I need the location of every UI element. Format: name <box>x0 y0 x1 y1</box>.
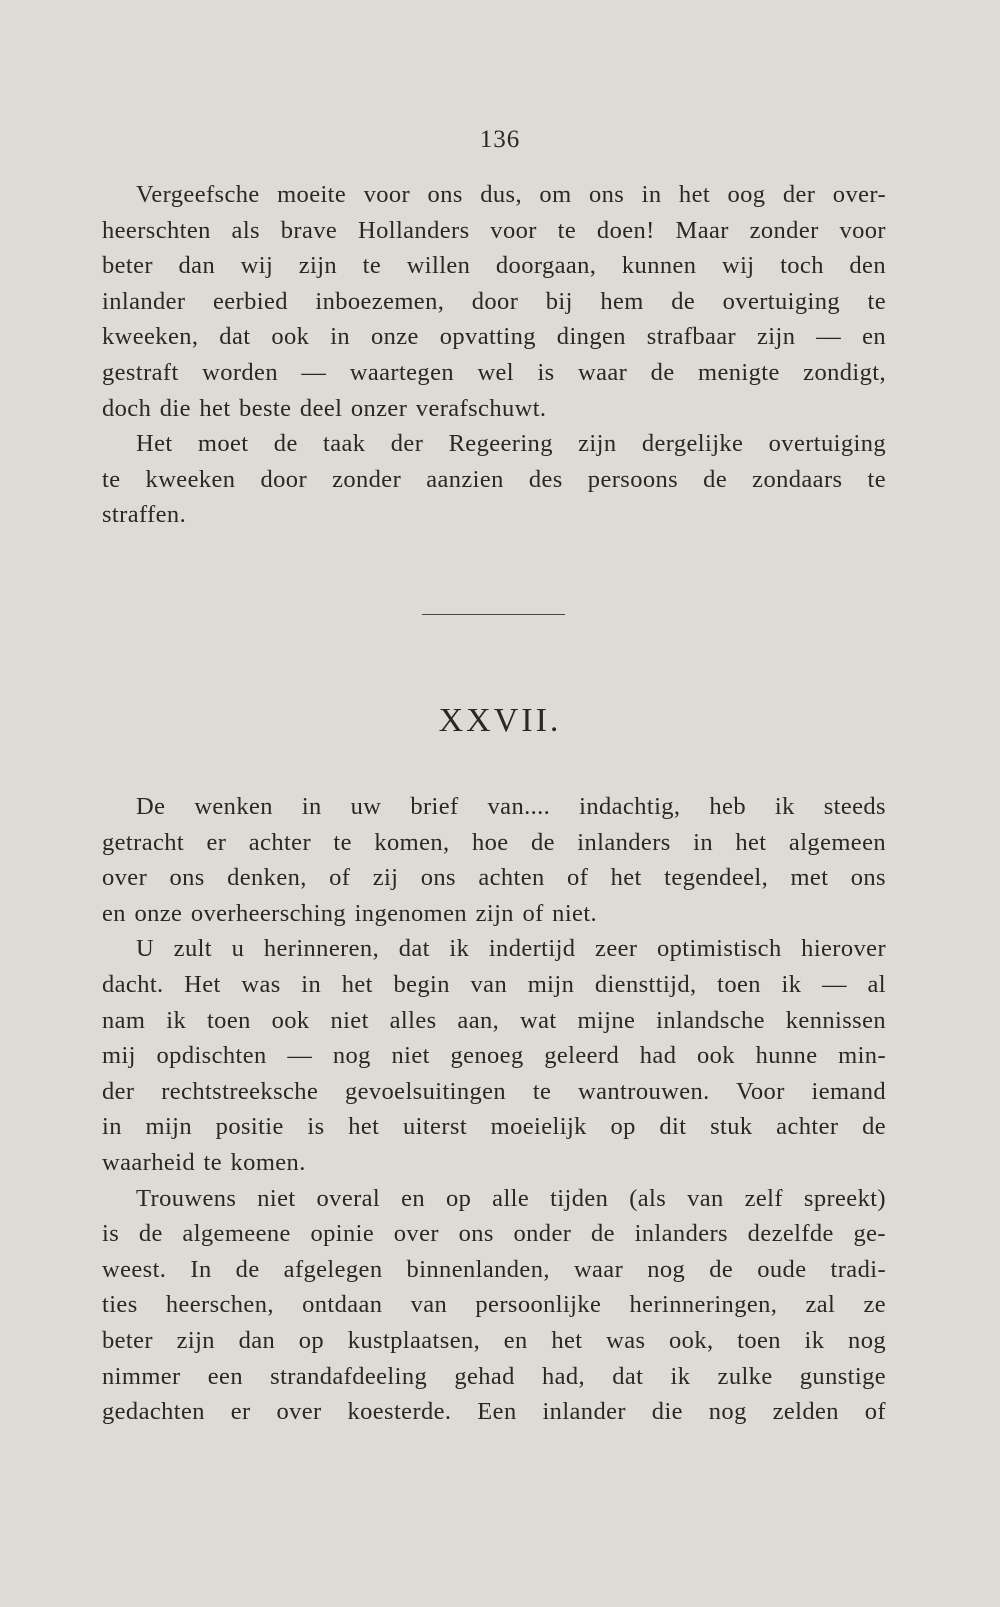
text-line: te kweeken door zonder aanzien des persoons de zondaars te <box>102 465 886 493</box>
text-line: straffen. <box>102 501 187 529</box>
text-line: U zult u herinneren, dat ik indertijd zeer optimistisch hierover <box>136 935 886 963</box>
text-block-chapter-body <box>102 789 886 1430</box>
text-line: ties heerschen, ontdaan van persoonlijke herinneringen, zal ze <box>102 1291 886 1319</box>
text-line: beter zijn dan op kustplaatsen, en het was ook, toen ik nog <box>102 1326 886 1354</box>
text-line: over ons denken, of zij ons achten of het tegendeel, met ons <box>102 864 886 892</box>
text-line: kweeken, dat ook in onze opvatting dingen strafbaar zijn — en <box>102 323 886 351</box>
chapter-heading: XXVII. <box>438 702 562 739</box>
text-line: waarheid te komen. <box>102 1148 306 1176</box>
text-line: dacht. Het was in het begin van mijn diensttijd, toen ik — al <box>102 970 886 998</box>
text-line: heerschten als brave Hollanders voor te doen! Maar zonder voor <box>102 216 886 244</box>
text-line: in mijn positie is het uiterst moeielijk op dit stuk achter de <box>102 1113 886 1141</box>
text-line: Vergeefsche moeite voor ons dus, om ons in het oog der over- <box>136 181 886 208</box>
text-line: is de algemeene opinie over ons onder de inlanders dezelfde ge- <box>102 1220 886 1248</box>
text-line: Het moet de taak der Regeering zijn dergelijke overtuiging <box>136 430 886 458</box>
text-line: Trouwens niet overal en op alle tijden (als van zelf spreekt) <box>136 1184 886 1212</box>
text-line: weest. In de afgelegen binnenlanden, waar nog de oude tradi- <box>102 1255 886 1283</box>
text-line: mij opdischten — nog niet genoeg geleerd had ook hunne min- <box>102 1042 886 1070</box>
text-line: De wenken in uw brief van.... indachtig, heb ik steeds <box>136 793 886 820</box>
text-line: getracht er achter te komen, hoe de inlanders in het algemeen <box>102 828 886 856</box>
text-line: en onze overheersching ingenomen zijn of niet. <box>102 899 598 927</box>
text-line: der rechtstreeksche gevoelsuitingen te wantrouwen. Voor iemand <box>102 1077 886 1105</box>
text-block-before-chapter <box>102 177 886 533</box>
page-number: 136 <box>479 126 521 153</box>
text-line: inlander eerbied inboezemen, door bij hem de overtuiging te <box>102 287 886 315</box>
section-divider <box>422 614 565 615</box>
text-line: doch die het beste deel onzer verafschuwt. <box>102 394 547 422</box>
text-line: nam ik toen ook niet alles aan, wat mijne inlandsche kennissen <box>102 1006 886 1034</box>
text-line: gedachten er over koesterde. Een inlander die nog zelden of <box>102 1398 886 1426</box>
text-line: gestraft worden — waartegen wel is waar de menigte zondigt, <box>102 358 886 386</box>
text-line: nimmer een strandafdeeling gehad had, dat ik zulke gunstige <box>102 1362 886 1390</box>
text-line: beter dan wij zijn te willen doorgaan, kunnen wij toch den <box>102 252 886 280</box>
